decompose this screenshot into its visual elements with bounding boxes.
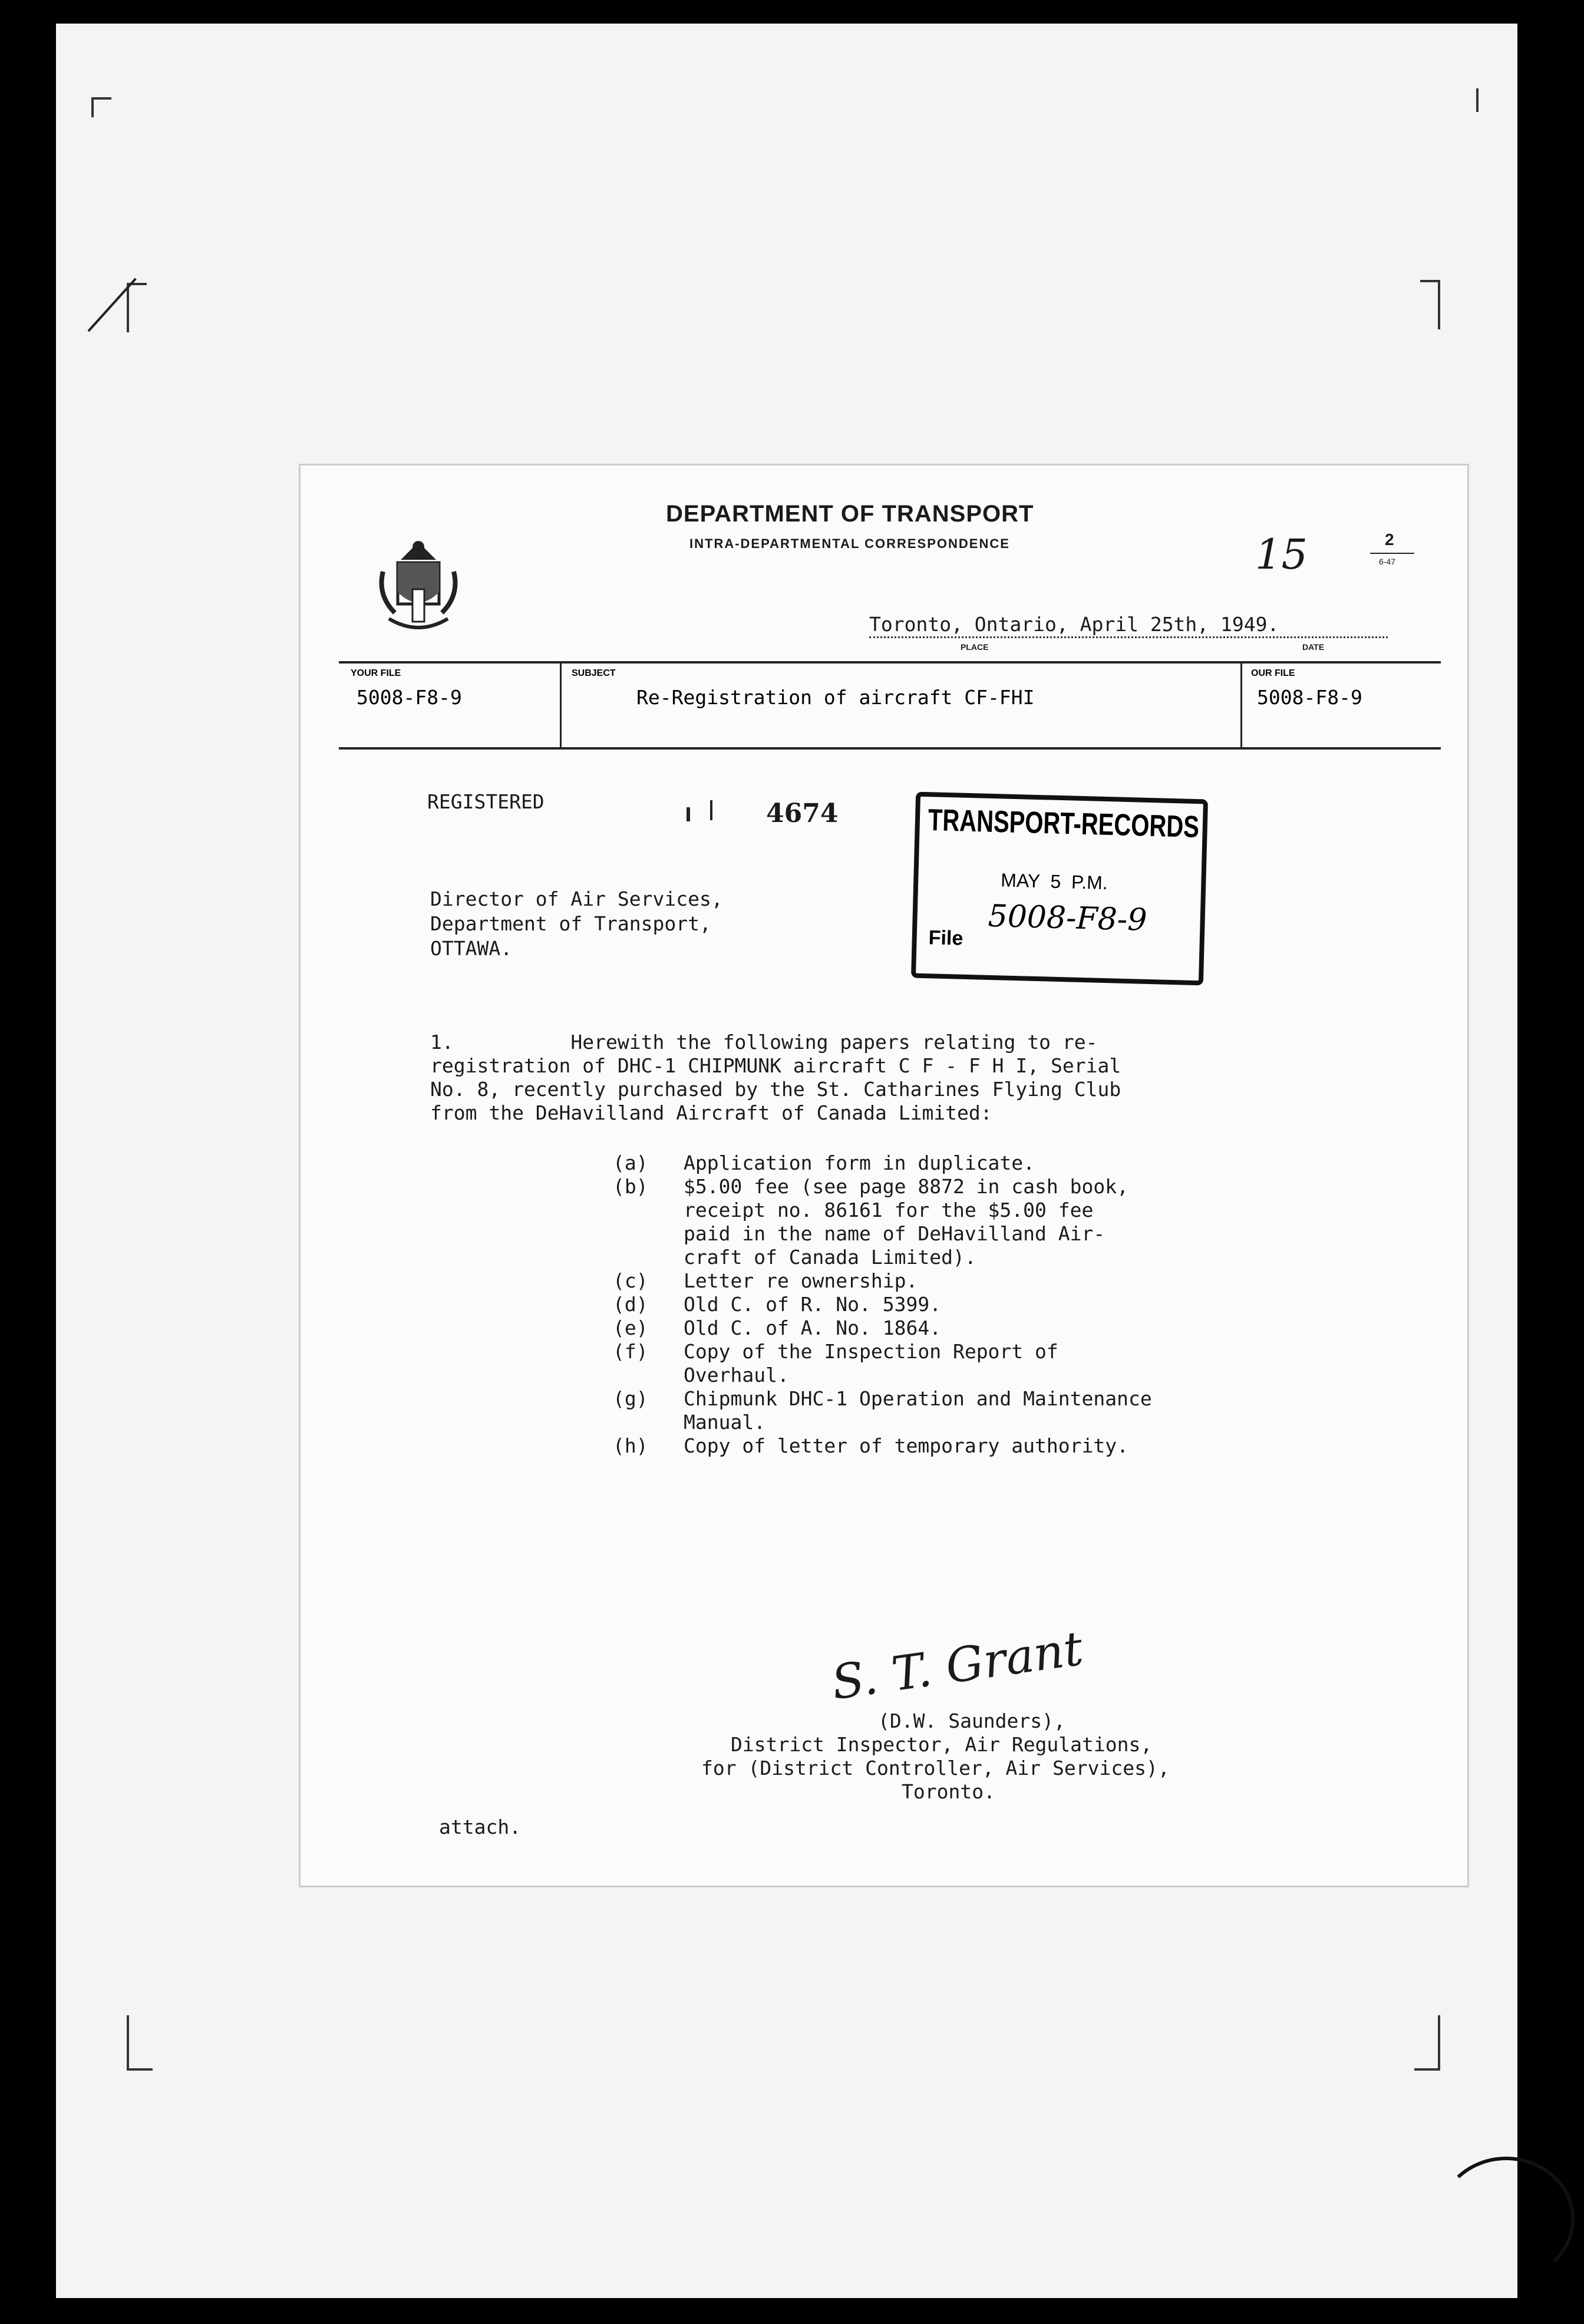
registered-mark (687, 807, 690, 821)
registered-number: 4674 (766, 798, 839, 828)
paragraph-line-2: registration of DHC-1 CHIPMUNK aircraft C F - F H I, Serial (430, 1054, 1121, 1077)
attach-note: attach. (439, 1815, 522, 1838)
registered-mark (710, 800, 712, 820)
signature-line-2: District Inspector, Air Regulations, (731, 1733, 1153, 1756)
film-edge-curve (1438, 2157, 1575, 2282)
item-text: Overhaul. (684, 1364, 789, 1387)
addressee-line-3: OTTAWA. (430, 937, 513, 960)
addressee-line-1: Director of Air Services, (430, 887, 723, 910)
department-title: DEPARTMENT OF TRANSPORT (666, 501, 1034, 527)
crop-mark-bottom-right (1414, 2015, 1440, 2071)
item-text: craft of Canada Limited). (684, 1246, 976, 1269)
form-revision: 6-47 (1379, 557, 1396, 566)
item-label: (f) (613, 1340, 648, 1363)
item-label: (a) (613, 1151, 648, 1174)
item-text: Manual. (684, 1411, 766, 1434)
handwritten-number: 15 (1255, 530, 1308, 579)
item-text: Chipmunk DHC-1 Operation and Maintenance (684, 1387, 1152, 1410)
subject-value: Re-Registration of aircraft CF-FHI (636, 686, 1035, 709)
item-text: Copy of the Inspection Report of (684, 1340, 1058, 1363)
signature-line-1: (D.W. Saunders), (878, 1709, 1065, 1732)
our-file-label: OUR FILE (1251, 668, 1295, 678)
correspondence-subtitle: INTRA-DEPARTMENTAL CORRESPONDENCE (689, 536, 1010, 551)
stamp-received: MAY 5 P.M. (1000, 869, 1108, 894)
signature-line-4: Toronto. (902, 1780, 995, 1803)
your-file-value: 5008-F8-9 (357, 686, 462, 709)
table-divider (560, 663, 562, 747)
item-label: (h) (613, 1434, 648, 1457)
item-label: (d) (613, 1293, 648, 1316)
stamp-file-handwritten: 5008-F8-9 (987, 898, 1148, 938)
paragraph-line-4: from the DeHavilland Aircraft of Canada Limited: (430, 1101, 992, 1124)
transport-records-stamp (911, 792, 1208, 986)
your-file-label: YOUR FILE (351, 668, 401, 678)
our-file-value: 5008-F8-9 (1257, 686, 1362, 709)
form-number-rule (1370, 553, 1414, 554)
item-label: (c) (613, 1269, 648, 1292)
place-date-rule (869, 636, 1388, 638)
crop-mark-bottom-left (127, 2015, 153, 2071)
letter-page (301, 466, 1467, 1886)
item-text: Copy of letter of temporary authority. (684, 1434, 1128, 1457)
place-date: Toronto, Ontario, April 25th, 1949. (869, 613, 1279, 636)
item-text: Application form in duplicate. (684, 1151, 1035, 1174)
date-label: DATE (1302, 642, 1325, 652)
item-text: $5.00 fee (see page 8872 in cash book, (684, 1175, 1128, 1198)
paragraph-line-3: No. 8, recently purchased by the St. Catharines Flying Club (430, 1078, 1121, 1101)
crop-mark-mid-right (1420, 280, 1440, 329)
item-text: Old C. of A. No. 1864. (684, 1316, 942, 1339)
registered-label: REGISTERED (427, 790, 544, 813)
crop-mark-top-right (1458, 88, 1479, 112)
file-reference-table (339, 661, 1441, 750)
crop-mark-mid-left (127, 283, 147, 332)
item-text: paid in the name of DeHavilland Air- (684, 1222, 1106, 1245)
addressee-line-2: Department of Transport, (430, 912, 711, 935)
table-divider (1240, 663, 1242, 747)
crop-mark-top-left (91, 97, 111, 117)
item-label: (b) (613, 1175, 648, 1198)
coat-of-arms-icon (371, 536, 466, 639)
stamp-file-label: File (928, 926, 963, 950)
stamp-title: TRANSPORT-RECORDS (928, 803, 1200, 844)
item-text: Old C. of R. No. 5399. (684, 1293, 942, 1316)
item-text: receipt no. 86161 for the $5.00 fee (684, 1199, 1094, 1222)
subject-label: SUBJECT (572, 668, 616, 678)
handwritten-signature: S. T. Grant (828, 1620, 1087, 1711)
item-label: (e) (613, 1316, 648, 1339)
form-number: 2 (1385, 530, 1394, 549)
place-label: PLACE (961, 642, 989, 652)
item-text: Letter re ownership. (684, 1269, 918, 1292)
signature-line-3: for (District Controller, Air Services), (701, 1757, 1170, 1780)
item-label: (g) (613, 1387, 648, 1410)
paragraph-line-1: 1. Herewith the following papers relating to re- (430, 1031, 1098, 1054)
